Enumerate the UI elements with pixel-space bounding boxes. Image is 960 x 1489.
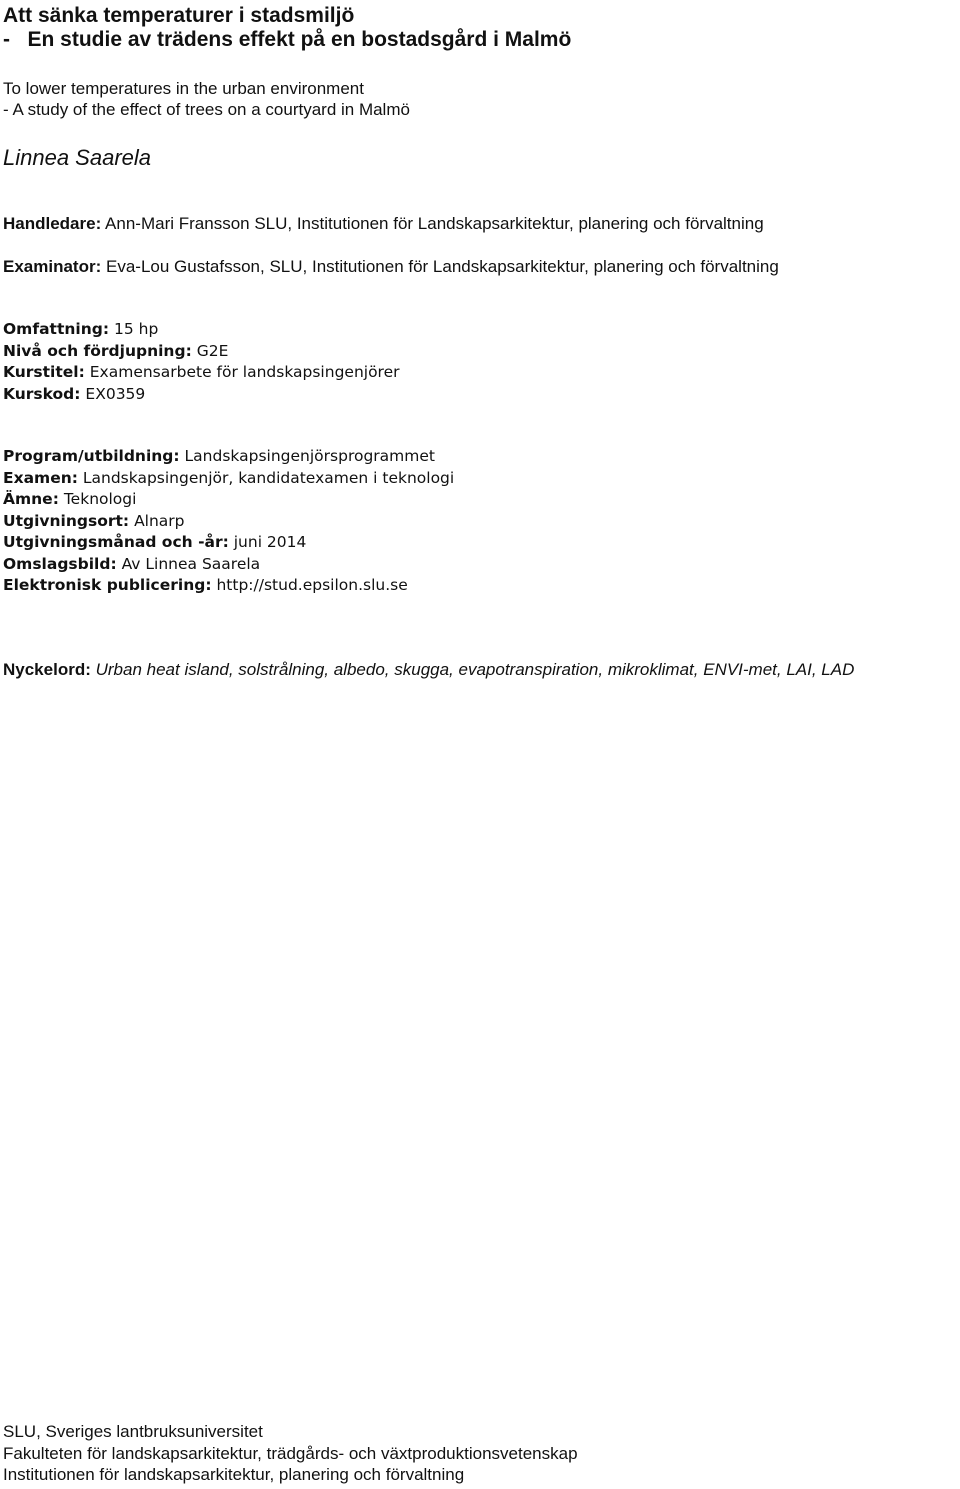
footer-department: Institutionen för landskapsarkitektur, planering och förvaltning [3,1465,465,1484]
course-info-row [3,362,400,384]
program-info-row [3,446,454,468]
program-info-row [3,575,454,597]
footer-university: SLU, Sveriges lantbruksuniversitet [3,1422,263,1441]
course-info-value: Examensarbete för landskapsingenjörer [89,363,400,381]
course-info-label: Kurskod: [3,384,81,403]
title-english-line2: - A study of the effect of trees on a courtyard in Malmö [3,100,410,119]
examiner-value: Eva-Lou Gustafsson, SLU, Institutionen för Landskapsarkitektur, planering och förvaltning [105,257,779,276]
program-info-row [3,468,454,490]
course-info-row [3,341,400,363]
title-swedish-dash: - [3,28,10,51]
supervisor-value: Ann-Mari Fransson SLU, Institutionen för Landskapsarkitektur, planering och förvaltning [105,214,764,233]
examiner-row [3,256,779,277]
course-info-label: Omfattning: [3,320,110,338]
keywords-value: Urban heat island, solstrålning, albedo, skugga, evapotranspiration, mikroklimat, ENVI-met, LAI, LAD [95,660,855,679]
keywords-label: Nyckelord: [3,660,91,679]
program-info-value: Av Linnea Saarela [121,554,261,573]
course-info-label: Nivå och fördjupning: [3,341,192,360]
program-info-row [3,489,454,511]
course-info-value: 15 hp [113,320,159,338]
footer-faculty: Fakulteten för landskapsarkitektur, trädgårds- och växtproduktionsvetenskap [3,1444,578,1463]
supervisor-row [3,213,764,234]
program-info-label: Utgivningsmånad och -år: [3,533,229,551]
title-swedish-subtitle: En studie av trädens effekt på en bostadsgård i Malmö [27,28,572,51]
title-swedish-line1: Att sänka temperaturer i stadsmiljö [3,4,355,27]
program-info-value: Landskapsingenjör, kandidatexamen i teknologi [82,468,455,487]
title-english-line1: To lower temperatures in the urban environment [3,79,364,98]
program-info-label: Omslagsbild: [3,554,117,573]
program-info-value: juni 2014 [233,533,307,551]
program-info-row [3,554,454,576]
program-info-label: Utgivningsort: [3,511,130,530]
program-info-label: Elektronisk publicering: [3,576,212,594]
program-info-label: Ämne: [3,490,59,508]
course-info-row [3,384,400,406]
title-swedish-line2 [3,28,571,52]
course-info-value: G2E [196,341,229,360]
course-info-block [3,319,400,405]
program-info-label: Examen: [3,468,78,487]
program-info-row [3,532,454,554]
electronic-publication-link[interactable]: http://stud.epsilon.slu.se [216,576,408,594]
program-info-value: Teknologi [63,490,137,508]
author-name: Linnea Saarela [3,145,152,170]
examiner-label: Examinator: [3,257,102,276]
keywords-row [3,659,854,680]
program-info-value: Landskapsingenjörsprogrammet [184,447,435,465]
course-info-label: Kurstitel: [3,363,85,381]
program-info-block [3,446,454,597]
program-info-value: Alnarp [134,511,185,530]
program-info-label: Program/utbildning: [3,447,180,465]
supervisor-label: Handledare: [3,214,102,233]
program-info-row [3,511,454,533]
course-info-row [3,319,400,341]
course-info-value: EX0359 [85,384,146,403]
